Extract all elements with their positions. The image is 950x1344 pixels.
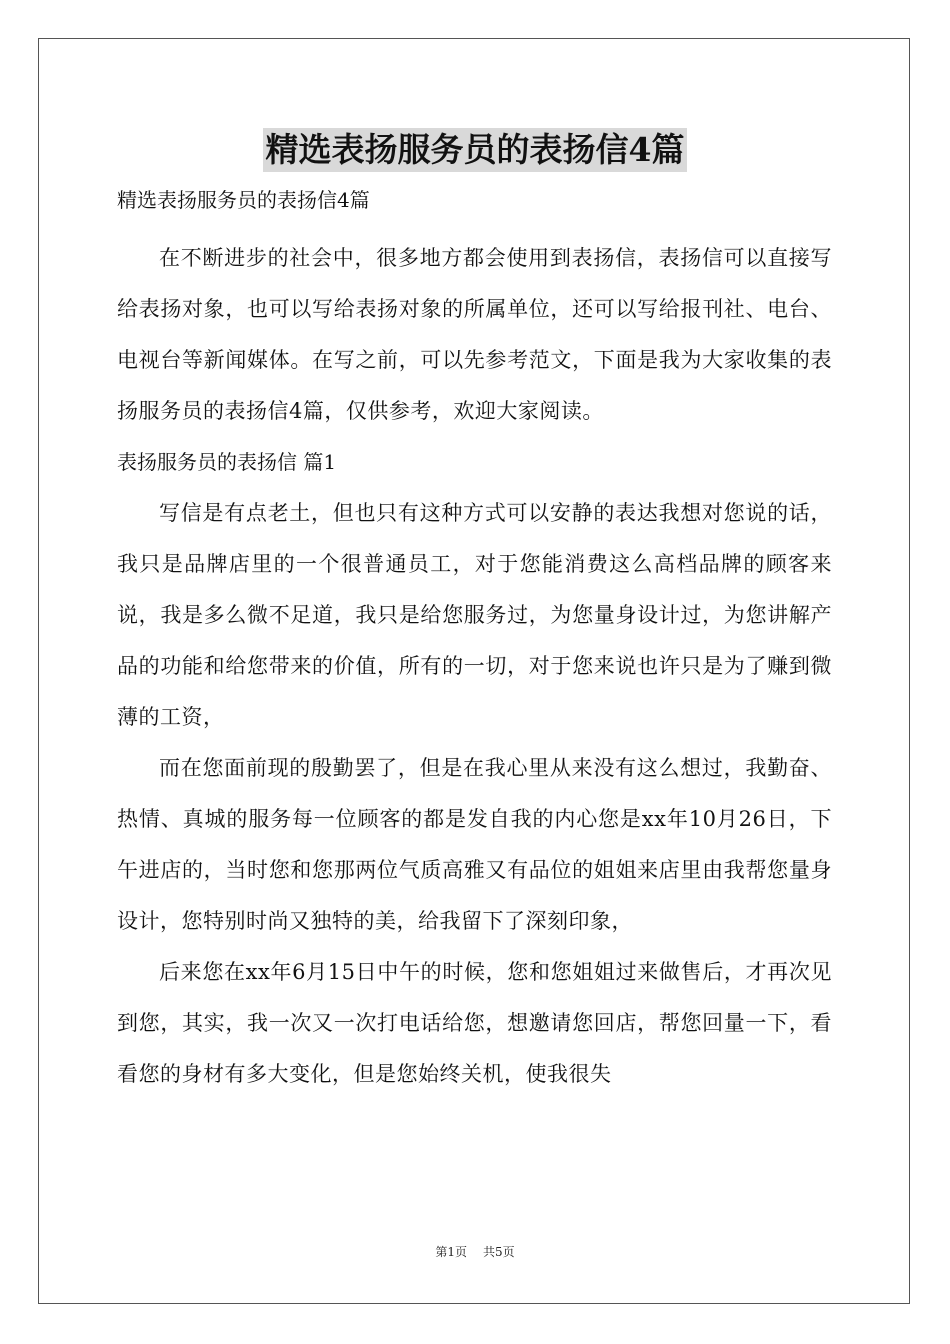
document-title: 精选表扬服务员的表扬信4篇 [263,128,688,172]
title-container [0,128,950,172]
page-number-total: 共5页 [483,1245,515,1259]
section-heading: 表扬服务员的表扬信 篇1 [117,450,337,474]
body-paragraph: 后来您在xx年6月15日中午的时候，您和您姐姐过来做售后，才再次见到您，其实，我一次又一次打电话给您，想邀请您回店，帮您回量一下，看看您的身材有多大变化，但是您始终关机，使我很失 [117,960,832,1086]
intro-paragraph: 在不断进步的社会中，很多地方都会使用到表扬信，表扬信可以直接写给表扬对象，也可以写给表扬对象的所属单位，还可以写给报刊社、电台、电视台等新闻媒体。在写之前，可以先参考范文，下面是我为大家收集的表扬服务员的表扬信4篇，仅供参考，欢迎大家阅读。 [117,246,832,423]
document-body [117,182,832,1100]
document-subtitle: 精选表扬服务员的表扬信4篇 [117,188,370,212]
body-paragraph: 写信是有点老土，但也只有这种方式可以安静的表达我想对您说的话，我只是品牌店里的一个很普通员工，对于您能消费这么高档品牌的顾客来说，我是多么微不足道，我只是给您服务过，为您量身设计过，为您讲解产品的功能和给您带来的价值，所有的一切，对于您来说也许只是为了赚到微薄的工资， [117,501,832,729]
page-footer [0,1244,950,1260]
page-number-current: 第1页 [435,1245,467,1259]
body-paragraph: 而在您面前现的殷勤罢了，但是在我心里从来没有这么想过，我勤奋、热情、真城的服务每一位顾客的都是发自我的内心您是xx年10月26日，下午进店的，当时您和您那两位气质高雅又有品位的姐姐来店里由我帮您量身设计，您特别时尚又独特的美，给我留下了深刻印象， [117,756,832,933]
